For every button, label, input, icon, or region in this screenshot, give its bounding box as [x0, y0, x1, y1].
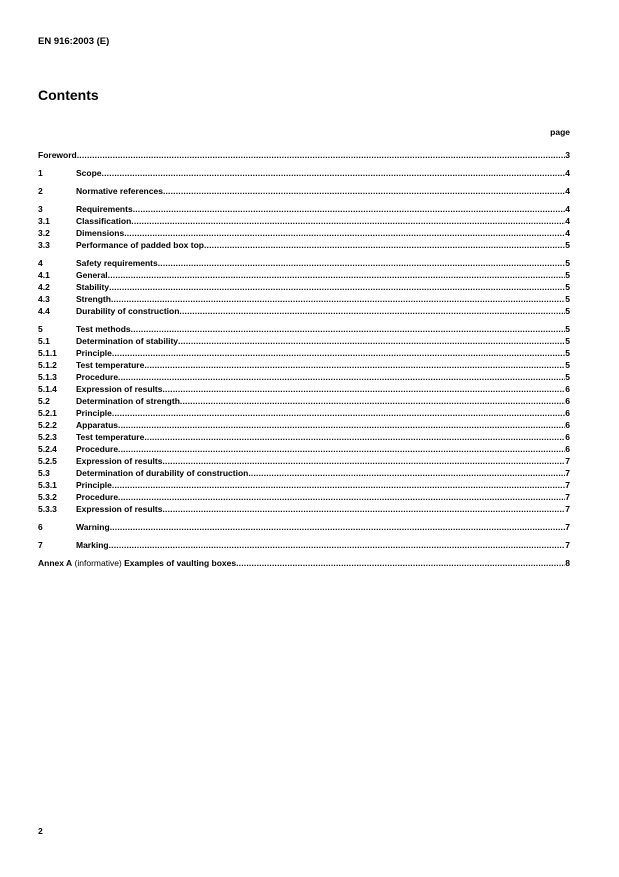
toc-entry-title: Apparatus [76, 420, 119, 430]
toc-entry-title: Test temperature [76, 432, 145, 442]
toc-entry[interactable] [38, 419, 570, 431]
toc-entry-page: 6 [565, 432, 570, 442]
dot-leader [163, 185, 565, 197]
annex-prefix: Annex A [38, 558, 73, 568]
toc-entry-title: Procedure [76, 372, 119, 382]
toc-entry[interactable] [38, 371, 570, 383]
toc-entry-title: Test temperature [76, 360, 145, 370]
page-number: 2 [38, 826, 43, 836]
toc-entry-title: Durability of construction [76, 306, 180, 316]
toc-entry-page: 4 [565, 186, 570, 196]
toc-entry-page: 5 [565, 348, 570, 358]
dot-leader [118, 491, 565, 503]
toc-entry-title: Test methods [76, 324, 131, 334]
toc-entry-title: Stability [76, 282, 110, 292]
annex-title: Examples of vaulting boxes [124, 558, 237, 568]
toc-entry-number: 5.2.5 [38, 456, 57, 466]
dot-leader [118, 419, 565, 431]
toc-entry-page: 5 [565, 336, 570, 346]
dot-leader [111, 293, 565, 305]
toc-entry[interactable] [38, 359, 570, 371]
toc-entry-number: 5.2.4 [38, 444, 57, 454]
toc-entry-title: Normative references [76, 186, 163, 196]
dot-leader [162, 455, 565, 467]
dot-leader [110, 521, 566, 533]
page-title: Contents [38, 87, 99, 103]
toc-entry-annex[interactable] [38, 557, 570, 569]
dot-leader [162, 383, 565, 395]
toc-entry-number: 5.2 [38, 396, 50, 406]
toc-entry-number: 5.1 [38, 336, 50, 346]
toc-entry[interactable] [38, 227, 570, 239]
toc-entry-title: Expression of results [76, 384, 163, 394]
toc-entry-number: 3.3 [38, 240, 50, 250]
toc-entry-page: 5 [565, 270, 570, 280]
toc-entry-number: 5.1.3 [38, 372, 57, 382]
dot-leader [144, 359, 565, 371]
toc-entry[interactable] [38, 239, 570, 251]
toc-entry[interactable] [38, 167, 570, 179]
toc-entry[interactable] [38, 455, 570, 467]
toc-entry[interactable] [38, 257, 570, 269]
toc-entry-page: 4 [565, 228, 570, 238]
toc-entry-page: 4 [565, 204, 570, 214]
dot-leader [144, 431, 565, 443]
toc-entry-page: 6 [565, 420, 570, 430]
dot-leader [180, 395, 565, 407]
toc-entry-title: Scope [76, 168, 102, 178]
toc-entry-title: Foreword [38, 150, 77, 160]
toc-entry-number: 4.4 [38, 306, 50, 316]
toc-entry-number: 5 [38, 324, 43, 334]
dot-leader [112, 479, 565, 491]
dot-leader [133, 203, 566, 215]
toc-entry-title: Classification [76, 216, 132, 226]
toc-entry-number: 5.1.4 [38, 384, 57, 394]
toc-entry-page: 5 [565, 324, 570, 334]
toc-entry-page: 7 [565, 492, 570, 502]
dot-leader [204, 239, 565, 251]
toc-entry-number: 5.2.2 [38, 420, 57, 430]
toc-entry-title: Dimensions [76, 228, 125, 238]
toc-entry[interactable] [38, 521, 570, 533]
toc-entry-number: 5.3.2 [38, 492, 57, 502]
dot-leader [158, 257, 566, 269]
toc-entry-page: 7 [565, 504, 570, 514]
toc-entry-number: 7 [38, 540, 43, 550]
toc-entry-title [38, 557, 236, 569]
dot-leader [118, 443, 565, 455]
dot-leader [131, 215, 565, 227]
toc-entry-page: 8 [565, 558, 570, 568]
toc-entry-number: 4.2 [38, 282, 50, 292]
dot-leader [162, 503, 565, 515]
toc-entry-title: Expression of results [76, 456, 163, 466]
dot-leader [178, 335, 565, 347]
toc-entry[interactable] [38, 503, 570, 515]
toc-entry[interactable] [38, 347, 570, 359]
toc-entry-page: 4 [565, 168, 570, 178]
toc-entry-page: 7 [565, 522, 570, 532]
toc-entry-number: 5.1.2 [38, 360, 57, 370]
toc-entry-page: 6 [565, 396, 570, 406]
toc-entry[interactable] [38, 383, 570, 395]
dot-leader [112, 407, 565, 419]
dot-leader [248, 467, 565, 479]
toc-entry[interactable] [38, 293, 570, 305]
toc-entry[interactable] [38, 323, 570, 335]
toc-entry[interactable] [38, 335, 570, 347]
document-header: EN 916:2003 (E) [38, 36, 110, 47]
toc-entry-number: 5.2.3 [38, 432, 57, 442]
dot-leader [236, 557, 565, 569]
toc-entry-title: Performance of padded box top [76, 240, 204, 250]
toc-entry[interactable] [38, 491, 570, 503]
toc-entry-page: 7 [565, 456, 570, 466]
toc-entry-page: 3 [565, 150, 570, 160]
dot-leader [108, 269, 566, 281]
toc-entry-number: 5.3 [38, 468, 50, 478]
toc-entry-title: Requirements [76, 204, 133, 214]
toc-entry-page: 6 [565, 408, 570, 418]
toc-entry[interactable] [38, 467, 570, 479]
annex-informative-label: (informative) [72, 558, 125, 568]
toc-entry-title: Principle [76, 408, 112, 418]
toc-entry-page: 5 [565, 372, 570, 382]
toc-entry-number: 4 [38, 258, 43, 268]
toc-entry-title: Procedure [76, 492, 119, 502]
toc-entry-page: 5 [565, 360, 570, 370]
toc-entry-number: 5.3.1 [38, 480, 57, 490]
toc-entry-title: Warning [76, 522, 110, 532]
toc-entry[interactable] [38, 269, 570, 281]
toc-entry-title: Determination of durability of construction [76, 468, 249, 478]
toc-entry-number: 2 [38, 186, 43, 196]
toc-entry-page: 5 [565, 240, 570, 250]
toc-entry[interactable] [38, 281, 570, 293]
toc-entry[interactable] [38, 539, 570, 551]
toc-entry[interactable] [38, 215, 570, 227]
page-column-label: page [550, 127, 570, 137]
toc-entry-number: 1 [38, 168, 43, 178]
toc-entry-page: 5 [565, 258, 570, 268]
dot-leader [109, 539, 566, 551]
toc-entry[interactable] [38, 479, 570, 491]
toc-entry-number: 5.2.1 [38, 408, 57, 418]
toc-entry[interactable] [38, 203, 570, 215]
toc-entry-page: 5 [565, 294, 570, 304]
table-of-contents [38, 127, 570, 569]
toc-entry-title: Expression of results [76, 504, 163, 514]
dot-leader [118, 371, 565, 383]
toc-entry-title: Determination of strength [76, 396, 180, 406]
toc-entry-number: 5.1.1 [38, 348, 57, 358]
toc-entry-number: 3.1 [38, 216, 50, 226]
toc-entry-title: Procedure [76, 444, 119, 454]
toc-entry-number: 6 [38, 522, 43, 532]
toc-entry-title: Principle [76, 480, 112, 490]
toc-entry[interactable] [38, 305, 570, 317]
toc-entry-page: 5 [565, 282, 570, 292]
toc-entry-page: 6 [565, 384, 570, 394]
toc-entry-title: General [76, 270, 108, 280]
toc-entry[interactable] [38, 149, 570, 161]
dot-leader [102, 167, 566, 179]
dot-leader [109, 281, 565, 293]
toc-entry-number: 4.1 [38, 270, 50, 280]
toc-entry-page: 4 [565, 216, 570, 226]
dot-leader [131, 323, 566, 335]
toc-entry-title: Principle [76, 348, 112, 358]
toc-entry[interactable] [38, 407, 570, 419]
toc-entry-title: Marking [76, 540, 109, 550]
toc-entry[interactable] [38, 443, 570, 455]
dot-leader [179, 305, 565, 317]
toc-entry-page: 7 [565, 468, 570, 478]
toc-entry[interactable] [38, 431, 570, 443]
toc-entry-number: 3 [38, 204, 43, 214]
toc-entry[interactable] [38, 395, 570, 407]
toc-entry-title: Determination of stability [76, 336, 179, 346]
toc-entry-page: 7 [565, 540, 570, 550]
toc-entry-number: 5.3.3 [38, 504, 57, 514]
dot-leader [124, 227, 565, 239]
toc-entry-number: 3.2 [38, 228, 50, 238]
toc-entry-number: 4.3 [38, 294, 50, 304]
toc-entry-title: Strength [76, 294, 111, 304]
toc-entry-page: 5 [565, 306, 570, 316]
toc-entry-page: 7 [565, 480, 570, 490]
toc-entry[interactable] [38, 185, 570, 197]
toc-entry-title: Safety requirements [76, 258, 158, 268]
dot-leader [112, 347, 565, 359]
toc-entry-page: 6 [565, 444, 570, 454]
dot-leader [77, 149, 566, 161]
